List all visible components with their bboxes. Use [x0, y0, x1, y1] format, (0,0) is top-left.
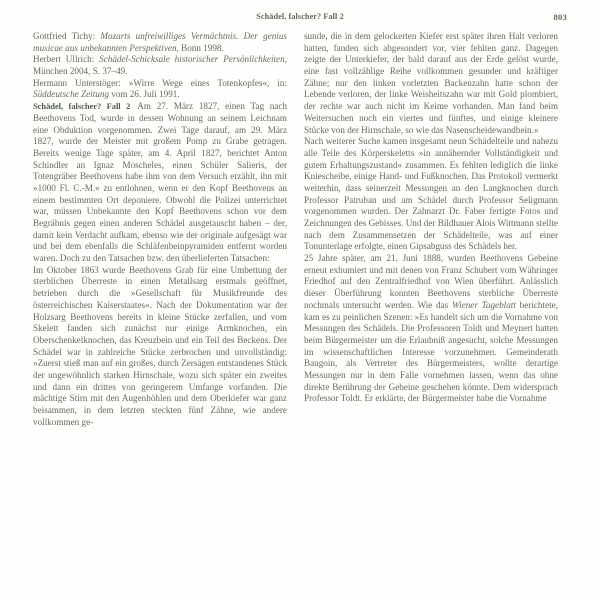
bib-title: Mozarts unfreiwilliges Vermächtnis. Der genius musicae aus unbekannten Perspektiven [33, 31, 287, 53]
entry-body-text: 25 Jahre später, am 21. Juni 1888, wurden Beethovens Gebeine erneut exhumiert und mit denen von Franz Schubert vom Währinger Friedhof auf den Zentralfriedhof von Wien überführt. Anlässlich dieser Überführung konnten Beethovens sterbliche Überreste nochmals untersucht werden. Wie das [304, 253, 558, 310]
bib-author: Gottfried Tichy: [33, 31, 101, 41]
bib-imprint: vom 26. Juli 1991. [108, 89, 180, 100]
entry-paragraph [304, 136, 558, 253]
entry-lemma: Schädel, falscher? Fall 2 [33, 101, 131, 112]
cited-publication-title: Wiener Tageblatt [452, 299, 516, 310]
entry-paragraph [33, 101, 287, 265]
entry-paragraph [304, 31, 558, 136]
bib-author: Herbert Ullrich: [33, 54, 100, 65]
entry-body-text: Am 27. März 1827, einen Tag nach Beethovens Tod, wurde in dessen Wohnung an seinem Leichnam eine Obduktion vorgenommen. Zwei Tage darauf, am 29. März 1827, wurde der Meister mit großem Pomp zu Grabe getragen. Bereits wenige Tage später, am 4. April 1827, berichtet Anton Schindler an Ignaz Moscheles, einen Schüler Salieris, der Totengräber Beethovens habe ihm von dem Versuch erzählt, ihn mit »1000 Fl. C.-M.« zu entlohnen, wenn er den Kopf Beethovens an einem bestimmten Ort deponiere. Obwohl die Polizei unterrichtet war, müssen Unbekannte den Kopf Beethovens schon vor dem Begräbnis gegen einen anderen Schädel ausgetauscht haben – der, damit kein Verdacht aufkam, ebenso wie der originale aufgesägt war und bei dem ebenfalls die Schläfenbeinpyramiden entfernt worden waren. Doch zu den Tatsachen bzw. den überlieferten Tatsachen: [33, 101, 287, 264]
entry-paragraph [304, 253, 558, 405]
bib-author: Hermann Unterstöger: »Wirre Wege eines Totenkopfes«, in: [33, 77, 287, 88]
bib-title: Süddeutsche Zeitung [33, 89, 109, 100]
page-number: 803 [553, 12, 567, 22]
bibliography-entry [33, 78, 287, 101]
running-head-title: Schädel, falscher? Fall 2 [256, 12, 344, 21]
entry-body-text: berichtete, kam es zu peinlichen Szenen: »Es handelt sich um die Vornahme von Messungen des Schädels. Die Professoren Toldt und Meynert hatten beim Bürgermeister um die Erlaubniß angesucht, solche Messungen im wissenschaftlichen Interesse vorzunehmen. Gemeinderath Baugoin, als Vertreter des Bürgermeisters, wollte derartige Messungen nur in dem Falle vornehmen lassen, wenn das ohne direkte Berührung der Gebeine geschehen könnte. Dem widersprach Professor Toldt. Er erklärte, der Bürgermeister habe die Vornahme [304, 299, 558, 404]
bib-imprint: , Bonn 1998. [176, 42, 224, 53]
text-columns [33, 31, 569, 588]
bib-title: Schädel-Schicksale historischer Persönlichkeiten [99, 54, 285, 65]
entry-body-text: Im Oktober 1863 wurde Beethovens Grab für eine Umbettung der sterblichen Überreste in einen Metallsarg erstmals geöffnet, betrieben durch die »Gesellschaft für Musikfreunde des österreichischen Kaiserstaates«. Nach der Dokumentation war der Holzsarg Beethovens bereits in kleine Stücke zerfallen, und vom Skelett fanden sich zunächst nur einige Armknochen, ein Oberschenkelknochen, das Kreuzbein und ein Teil des Beckens. Der Schädel war in zahlreiche Stücke zerbrochen und unvollständig: »Zuerst stieß man auf ein großes, durch Zersägen entstandenes Stück der ungewöhnlich starken Hirnschale, wozu sich später ein zweites und dann ein drittes von geringerem Umfange vorfanden. Die mächtige Stirn mit den Augenhöhlen und dem Oberkiefer war ganz beisammen, in dem letzten steckten fünf Zähne, wie andere vollkommen ge- [33, 264, 287, 427]
running-head [33, 12, 567, 26]
bibliography-entry [33, 31, 287, 54]
bibliography-entry [33, 54, 287, 77]
entry-paragraph [33, 265, 287, 429]
right-column [304, 31, 558, 588]
entry-body-text: sunde, die in dem gelockerten Kiefer erst später ihren Halt verloren hatten, fanden sich abgesondert vor, vier fehlten ganz. Dagegen zeigte der Unterkiefer, der bald darauf aus der Erde gelöst wurde, eine fast vollzählige Reihe vollkommen gesunder und kräftiger Zähne; nur den linken vorletzten Backenzahn hatte schon der Lebende verloren, der linke Weisheitszahn war mit Gold plombiert, der rechte war auch nicht im Keime vorhanden. Man fand beim Weitersuchen noch ein viertes und fünftes, und einige kleinere Stücke von der Hirnschale, so wie das Nasenscheidewandbein.« [304, 31, 558, 135]
entry-body-text: Nach weiterer Suche kamen insgesamt neun Schädelteile und nahezu alle Teile des Körperskeletts »in annähernder Vollständigkeit und gutem Erhaltungszustand« zusammen. Es fehlten lediglich die linke Kniescheibe, einige Hand- und Fußknochen. Das Protokoll vermerkt weiterhin, dass seinerzeit Messungen an den Langknochen durch Professor Patruban und am Schädel durch Professor Seligmann vorgenommen wurden. Der Zahnarzt Dr. Faber fertigte Fotos und Zeichnungen des Gebisses. Und der Bildhauer Alois Wittmann stellte nach dem Zusammensetzen der Schädelteile, was auf einer Tonunterlage erfolgte, einen Gipsabguss des Schädels her. [304, 136, 558, 252]
left-column [33, 31, 287, 588]
bib-imprint: , München 2004, S. 37–49. [33, 54, 287, 77]
